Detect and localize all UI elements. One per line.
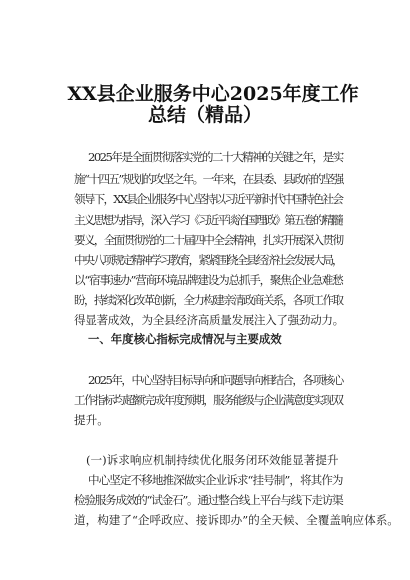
paragraph-line: 得显著成效，为全县经济高质量发展注入了强劲动力。 — [74, 313, 344, 327]
paragraph-line: 施“十四五”规划的攻坚之年。一年来，在县委、县政府的坚强 — [74, 172, 343, 186]
paragraph-line: 2025年，中心坚持目标导向和问题导向相结合，各项核心 — [88, 373, 343, 387]
paragraph-line: 检验服务成效的“试金石”。通过整合线上平台与线下走访渠 — [74, 493, 343, 507]
paragraph-line: 道，构建了“企呼政应、接诉即办”的全天候、全覆盖响应体系。 — [74, 513, 399, 527]
document-title-line-2: 总结（精品） — [147, 104, 262, 126]
paragraph-line: 提升。 — [74, 413, 109, 427]
paragraph-line: 中心坚定不移地推深做实企业诉求“挂号制”，将其作为 — [88, 473, 343, 487]
paragraph-line: 主义思想为指导，深入学习《习近平谈治国理政》第五卷的精髓 — [74, 213, 342, 227]
paragraph-line: 2025年是全面贯彻落实党的二十大精神的关键之年，是实 — [88, 150, 343, 164]
document-title-line-1: XX县企业服务中心2025年度工作 — [67, 83, 359, 105]
paragraph-line: 要义，全面贯彻党的二十届四中全会精神，扎实开展深入贯彻 — [74, 233, 343, 247]
paragraph-line: (一)诉求响应机制持续优化服务闭环效能显著提升 — [86, 453, 339, 467]
paragraph-line: 工作指标均超额完成年度预期，服务能级与企业满意度实现双 — [74, 393, 343, 407]
paragraph-line: 盼，持续深化改革创新，全力构建亲清政商关系，各项工作取 — [74, 293, 343, 307]
paragraph-line: 领导下，XX县企业服务中心坚持以习近平新时代中国特色社会 — [74, 192, 343, 206]
paragraph-line: 一、年度核心指标完成情况与主要成效 — [88, 332, 282, 346]
paragraph-line: 中央八项规定精神学习教育，紧紧围绕全县经济社会发展大局， — [74, 253, 342, 267]
paragraph-line: 以“宿事速办”营商环境品牌建设为总抓手，聚焦企业急难愁 — [74, 273, 343, 287]
